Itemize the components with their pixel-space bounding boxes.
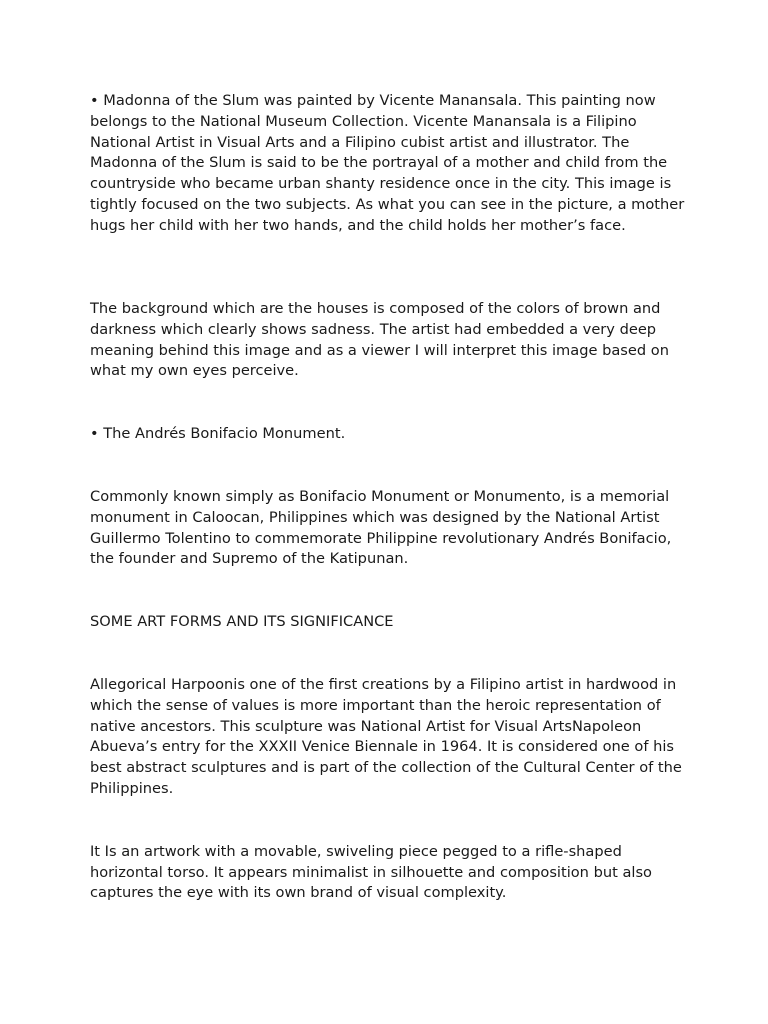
section-heading-art-forms: SOME ART FORMS AND ITS SIGNIFICANCE	[90, 613, 394, 631]
paragraph-spacer	[90, 382, 690, 424]
paragraph-bonifacio-monument-description: Commonly known simply as Bonifacio Monument or Monumento, is a memorial monument in Caloocan, Philippines which was designed by the National Artist Guillermo Tolentino to commemorate Philippine revolutionary Andrés Bonifacio, the founder and Supremo of the Katipunan.	[90, 487, 672, 568]
paragraph-spacer	[90, 633, 690, 675]
paragraph-bonifacio-monument-heading: • The Andrés Bonifacio Monument.	[90, 425, 346, 443]
paragraph-artwork-description: It Is an artwork with a movable, swiveling piece pegged to a rifle-shaped horizontal torso. It appears minimalist in silhouette and composition but also captures the eye with its own brand of visual complexity.	[90, 842, 652, 902]
paragraph-background-description: The background which are the houses is composed of the colors of brown and darkness which clearly shows sadness. The artist had embedded a very deep meaning behind this image and as a viewer I will interpret this image based on what my own eyes perceive.	[90, 300, 669, 380]
paragraph-spacer	[90, 445, 690, 487]
paragraph-spacer	[90, 570, 690, 612]
paragraph-spacer	[90, 800, 690, 842]
paragraph-spacer	[90, 257, 690, 299]
document-page	[90, 91, 690, 904]
paragraph-madonna-of-the-slum: • Madonna of the Slum was painted by Vicente Manansala. This painting now belongs to the National Museum Collection. Vicente Manansala is a Filipino National Artist in Visual Arts and a Filipino cubist artist and illustrator. The Madonna of the Slum is said to be the portrayal of a mother and child from the countryside who became urban shanty residence once in the city. This image is tightly focused on the two subjects. As what you can see in the picture, a mother hugs her child with her two hands, and the child holds her mother’s face.	[90, 92, 685, 234]
paragraph-allegorical-harpoon: Allegorical Harpoonis one of the first creations by a Filipino artist in hardwood in which the sense of values is more important than the heroic representation of native ancestors. This sculpture was National Artist for Visual ArtsNapoleon Abueva’s entry for the XXXII Venice Biennale in 1964. It is considered one of his best abstract sculptures and is part of the collection of the Cultural Center of the Philippines.	[90, 675, 682, 797]
